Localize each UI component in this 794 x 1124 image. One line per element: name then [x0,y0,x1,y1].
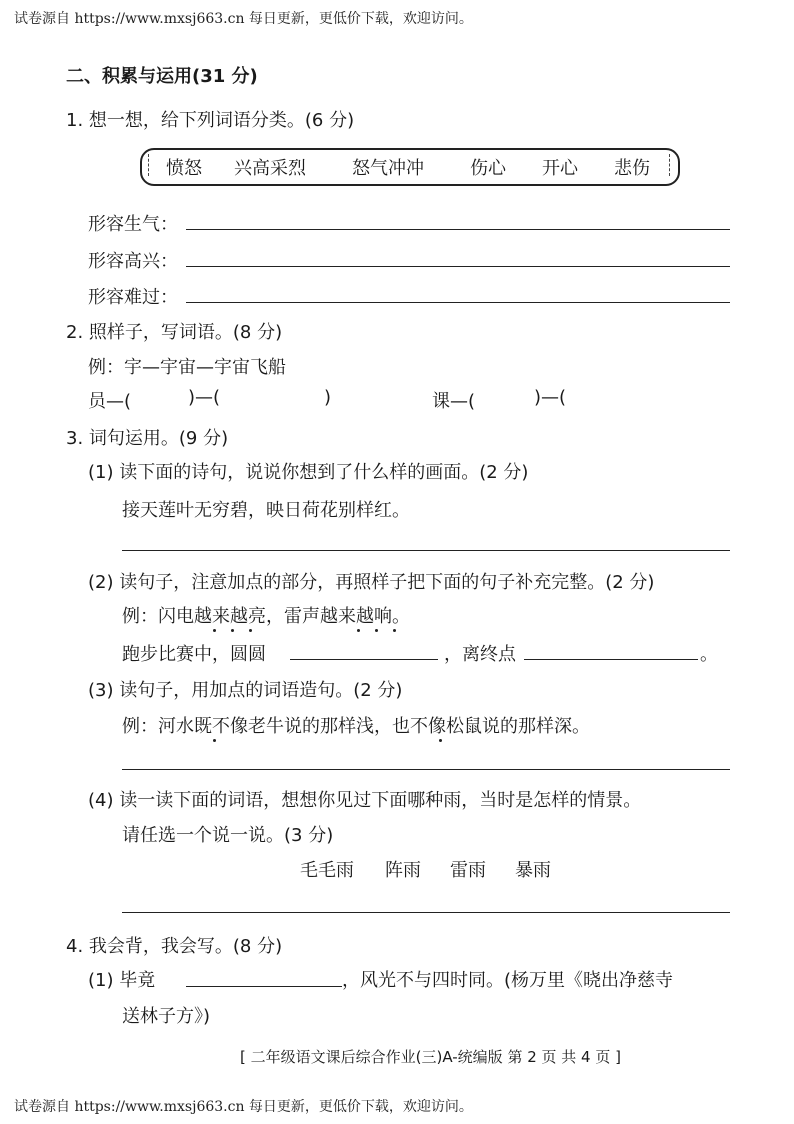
q4-part1-a: (1) 毕竟 [88,970,156,991]
watermark-bottom: 试卷源自 https://www.mxsj663.cn 每日更新，更低价下载，欢迎访问。 [14,1099,473,1115]
q4-title: 4. 我会背，我会写。(8 分) [66,936,283,957]
word-bank-word: 怒气冲冲 [352,158,424,179]
category-label-angry: 形容生气： [88,214,178,235]
category-label-happy: 形容高兴： [88,251,178,272]
q3-part2-fill-c: 。 [700,644,718,665]
q4-part1-c: 送林子方》) [122,1006,211,1027]
q2-example: 例：宇—宇宙—宇宙飞船 [88,357,286,378]
q4-part1-blank[interactable] [186,986,342,987]
q3-part4-answer-line[interactable] [122,912,730,913]
rain-word: 阵雨 [385,860,421,881]
word-bank-word: 愤怒 [166,158,202,179]
q3-poem: 接天莲叶无穷碧，映日荷花别样红。 [122,500,410,521]
emphasis-dot [213,629,216,632]
q3-part2-fill-b: ，离终点 [444,644,516,665]
emphasis-dot [357,629,360,632]
q2-item1-part-a: 员—( [88,391,132,412]
q3-part4-title: (4) 读一读下面的词语，想想你见过下面哪种雨，当时是怎样的情景。 [88,790,642,811]
word-bank-word: 悲伤 [614,158,650,179]
q3-part2-title: (2) 读句子，注意加点的部分，再照样子把下面的句子补充完整。(2 分) [88,572,655,593]
answer-line-happy[interactable] [186,266,730,267]
word-bank-word: 开心 [542,158,578,179]
q2-item1-part-c: ) [324,387,332,408]
q3-title: 3. 词句运用。(9 分) [66,428,229,449]
emphasis-dot [439,739,442,742]
page-footer: [ 二年级语文课后综合作业(三)A-统编版 第 2 页 共 4 页 ] [240,1048,621,1066]
q3-part3-answer-line[interactable] [122,769,730,770]
emphasis-dot [249,629,252,632]
q3-part2-example: 例：闪电越来越亮，雷声越来越响。 [122,606,410,627]
answer-line-sad[interactable] [186,302,730,303]
q3-part4-title-line2: 请任选一个说一说。(3 分) [122,825,334,846]
q2-item2-part-b: )—( [534,387,567,408]
rain-word: 毛毛雨 [300,860,354,881]
q3-part2-fill-a: 跑步比赛中，圆圆 [122,644,266,665]
q3-part3-example: 例：河水既不像老牛说的那样浅，也不像松鼠说的那样深。 [122,716,590,737]
emphasis-dot [393,629,396,632]
q3-part1-title: (1) 读下面的诗句，说说你想到了什么样的画面。(2 分) [88,462,529,483]
emphasis-dot [231,629,234,632]
section-title: 二、积累与运用(31 分) [66,66,258,87]
q4-part1-b: ，风光不与四时同。(杨万里《晓出净慈寺 [342,970,674,991]
answer-line-angry[interactable] [186,229,730,230]
q3-part1-answer-line[interactable] [122,550,730,551]
word-bank-word: 兴高采烈 [234,158,306,179]
rain-word: 雷雨 [450,860,486,881]
q3-part2-blank-1[interactable] [290,659,438,660]
q2-item2-part-a: 课—( [432,391,476,412]
q2-title: 2. 照样子，写词语。(8 分) [66,322,283,343]
watermark-top: 试卷源自 https://www.mxsj663.cn 每日更新，更低价下载，欢迎访问。 [14,11,473,27]
q2-item1-part-b: )—( [188,387,221,408]
q3-part3-title: (3) 读句子，用加点的词语造句。(2 分) [88,680,403,701]
emphasis-dot [213,739,216,742]
category-label-sad: 形容难过： [88,287,178,308]
q1-title: 1. 想一想，给下列词语分类。(6 分) [66,110,355,131]
rain-word: 暴雨 [515,860,551,881]
emphasis-dot [375,629,378,632]
q3-part2-blank-2[interactable] [524,659,698,660]
word-bank-word: 伤心 [470,158,506,179]
